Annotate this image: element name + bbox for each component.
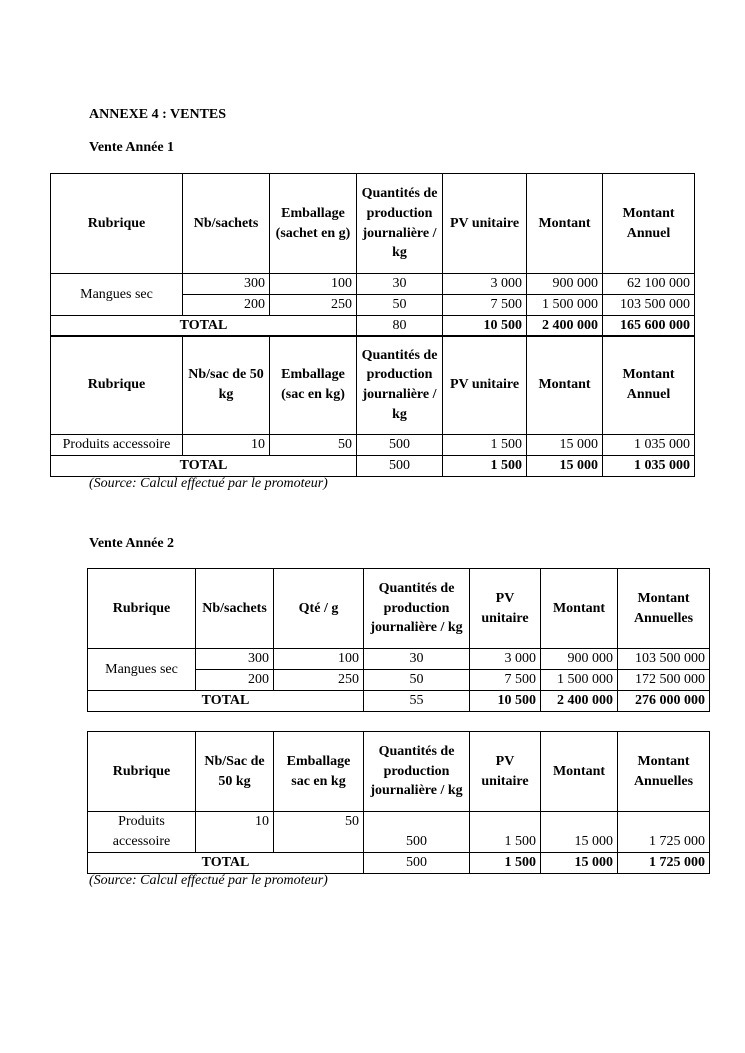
header-rubrique: Rubrique (51, 336, 183, 435)
header-nb-sac: Nb/sac de 50 kg (183, 336, 270, 435)
cell: 50 (274, 812, 364, 853)
total-row (51, 456, 695, 477)
header-quantites: Quantités de production journalière / kg (357, 174, 443, 274)
cell: 300 (183, 274, 270, 295)
cell: 1 500 (470, 812, 541, 853)
rubrique-cell: Produits accessoire (88, 812, 196, 853)
total-cell: 2 400 000 (541, 691, 618, 712)
year1-table-mangues (50, 173, 695, 337)
rubrique-cell: Mangues sec (88, 649, 196, 691)
year2-table-produits (87, 731, 710, 874)
cell: 103 500 000 (603, 295, 695, 316)
total-row (51, 316, 695, 337)
cell: 10 (183, 435, 270, 456)
header-emballage: Emballage sac en kg (274, 732, 364, 812)
cell: 900 000 (541, 649, 618, 670)
cell: 1 500 000 (541, 670, 618, 691)
header-quantites: Quantités de production journalière / kg (357, 336, 443, 435)
total-cell: 1 725 000 (618, 853, 710, 874)
total-cell: 1 500 (470, 853, 541, 874)
total-cell: 500 (357, 456, 443, 477)
cell: 3 000 (443, 274, 527, 295)
total-cell: 1 035 000 (603, 456, 695, 477)
total-cell: 15 000 (541, 853, 618, 874)
year2-source: (Source: Calcul effectué par le promoteur) (89, 873, 328, 888)
cell: 3 000 (470, 649, 541, 670)
header-pv-unitaire: PV unitaire (470, 732, 541, 812)
total-row (88, 853, 710, 874)
header-montant-annuelles: Montant Annuelles (618, 569, 710, 649)
year2-table-mangues (87, 568, 710, 712)
table-row (51, 435, 695, 456)
header-emballage: Emballage (sachet en g) (270, 174, 357, 274)
cell: 900 000 (527, 274, 603, 295)
header-rubrique: Rubrique (51, 174, 183, 274)
total-cell: 276 000 000 (618, 691, 710, 712)
header-emballage: Emballage (sac en kg) (270, 336, 357, 435)
cell: 1 500 (443, 435, 527, 456)
cell: 7 500 (470, 670, 541, 691)
total-cell: 10 500 (470, 691, 541, 712)
cell: 250 (274, 670, 364, 691)
cell: 100 (270, 274, 357, 295)
table-row (51, 274, 695, 295)
total-label: TOTAL (51, 456, 357, 477)
year1-source: (Source: Calcul effectué par le promoteur) (89, 476, 328, 491)
rubrique-cell: Mangues sec (51, 274, 183, 316)
cell: 200 (183, 295, 270, 316)
annex-title: ANNEXE 4 : VENTES (89, 107, 227, 122)
total-cell: 10 500 (443, 316, 527, 337)
header-rubrique: Rubrique (88, 732, 196, 812)
cell: 30 (364, 649, 470, 670)
header-pv-unitaire: PV unitaire (470, 569, 541, 649)
cell: 62 100 000 (603, 274, 695, 295)
header-pv-unitaire: PV unitaire (443, 174, 527, 274)
total-row (88, 691, 710, 712)
total-label: TOTAL (88, 853, 364, 874)
year1-table-produits (50, 335, 695, 477)
header-montant-annuel: Montant Annuel (603, 174, 695, 274)
total-label: TOTAL (51, 316, 357, 337)
header-montant: Montant (541, 732, 618, 812)
cell: 50 (270, 435, 357, 456)
header-nb-sac: Nb/Sac de 50 kg (196, 732, 274, 812)
cell: 50 (357, 295, 443, 316)
cell: 1 035 000 (603, 435, 695, 456)
cell: 250 (270, 295, 357, 316)
total-cell: 15 000 (527, 456, 603, 477)
header-nb-sachets: Nb/sachets (183, 174, 270, 274)
total-cell: 80 (357, 316, 443, 337)
header-montant: Montant (541, 569, 618, 649)
cell: 15 000 (541, 812, 618, 853)
year1-title: Vente Année 1 (89, 140, 175, 155)
cell: 15 000 (527, 435, 603, 456)
header-qte: Qté / g (274, 569, 364, 649)
table-row (88, 649, 710, 670)
header-montant: Montant (527, 336, 603, 435)
total-cell: 1 500 (443, 456, 527, 477)
header-rubrique: Rubrique (88, 569, 196, 649)
header-nb-sachets: Nb/sachets (196, 569, 274, 649)
cell: 500 (357, 435, 443, 456)
cell: 172 500 000 (618, 670, 710, 691)
total-cell: 165 600 000 (603, 316, 695, 337)
header-montant-annuel: Montant Annuel (603, 336, 695, 435)
table-row (88, 812, 710, 853)
total-cell: 500 (364, 853, 470, 874)
cell: 10 (196, 812, 274, 853)
cell: 1 500 000 (527, 295, 603, 316)
year2-title: Vente Année 2 (89, 536, 175, 551)
header-montant-annuelles: Montant Annuelles (618, 732, 710, 812)
header-pv-unitaire: PV unitaire (443, 336, 527, 435)
header-quantites: Quantités de production journalière / kg (364, 569, 470, 649)
cell: 1 725 000 (618, 812, 710, 853)
cell: 100 (274, 649, 364, 670)
total-label: TOTAL (88, 691, 364, 712)
total-cell: 55 (364, 691, 470, 712)
header-quantites: Quantités de production journalière / kg (364, 732, 470, 812)
cell: 103 500 000 (618, 649, 710, 670)
cell: 7 500 (443, 295, 527, 316)
cell: 50 (364, 670, 470, 691)
rubrique-cell: Produits accessoire (51, 435, 183, 456)
cell: 200 (196, 670, 274, 691)
cell: 30 (357, 274, 443, 295)
cell: 500 (364, 812, 470, 853)
total-cell: 2 400 000 (527, 316, 603, 337)
header-montant: Montant (527, 174, 603, 274)
cell: 300 (196, 649, 274, 670)
